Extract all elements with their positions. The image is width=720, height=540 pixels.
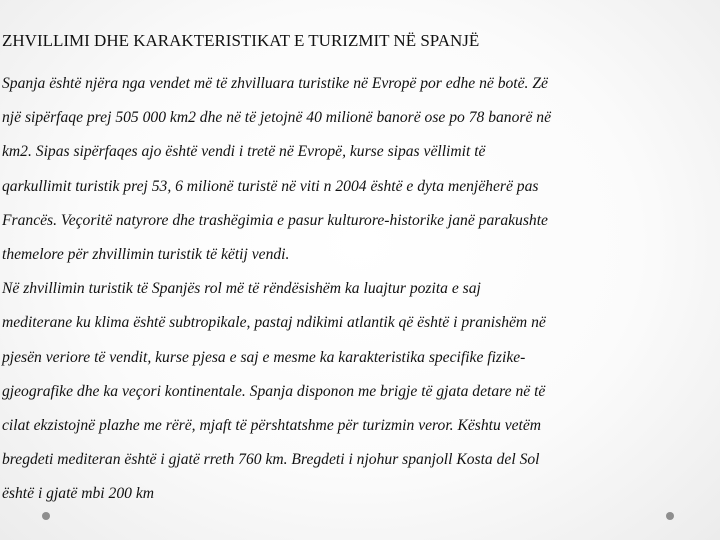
body-line-13: është i gjatë mbi 200 km <box>2 485 155 503</box>
body-line-10: gjeografike dhe ka veçori kontinentale. Spanja disponon me brigje të gjata detare në të <box>2 382 546 400</box>
body-line-1: Spanja është njëra nga vendet më të zhvilluara turistike në Evropë por edhe në botë. Zë <box>2 75 548 92</box>
body-line-9: pjesën veriore të vendit, kurse pjesa e saj e mesme ka karakteristika specifike fizike- <box>2 348 526 366</box>
decorative-dot-icon <box>666 512 674 520</box>
body-line-8: mediterane ku klima është subtropikale, pastaj ndikimi atlantik që është i pranishëm në <box>2 314 546 332</box>
body-line-11: cilat ekzistojnë plazhe me rërë, mjaft të përshtatshme për turizmin veror. Kështu vetëm <box>2 416 542 434</box>
slide-title: ZHVILLIMI DHE KARAKTERISTIKAT E TURIZMIT NË SPANJË <box>2 31 480 50</box>
slide-body <box>2 67 718 511</box>
body-line-4: qarkullimit turistik prej 53, 6 milionë turistë në viti n 2004 është e dyta menjëherë pas <box>2 177 539 195</box>
body-line-12: bregdeti mediteran është i gjatë rreth 760 km. Bregdeti i njohur spanjoll Kosta del Sol <box>2 451 540 469</box>
body-line-6: themelore për zhvillimin turistik të këtij vendi. <box>2 245 290 263</box>
decorative-dot-icon <box>42 512 50 520</box>
body-line-3: km2. Sipas sipërfaqes ajo është vendi i tretë në Evropë, kurse sipas vëllimit të <box>2 143 486 161</box>
body-line-7: Në zhvillimin turistik të Spanjës rol më të rëndësishëm ka luajtur pozita e saj <box>2 280 481 298</box>
body-line-2: një sipërfaqe prej 505 000 km2 dhe në të jetojnë 40 milionë banorë ose po 78 banorë në <box>2 109 551 127</box>
body-line-5: Francës. Veçoritë natyrore dhe trashëgimia e pasur kulturore-historike janë parakushte <box>2 211 548 229</box>
